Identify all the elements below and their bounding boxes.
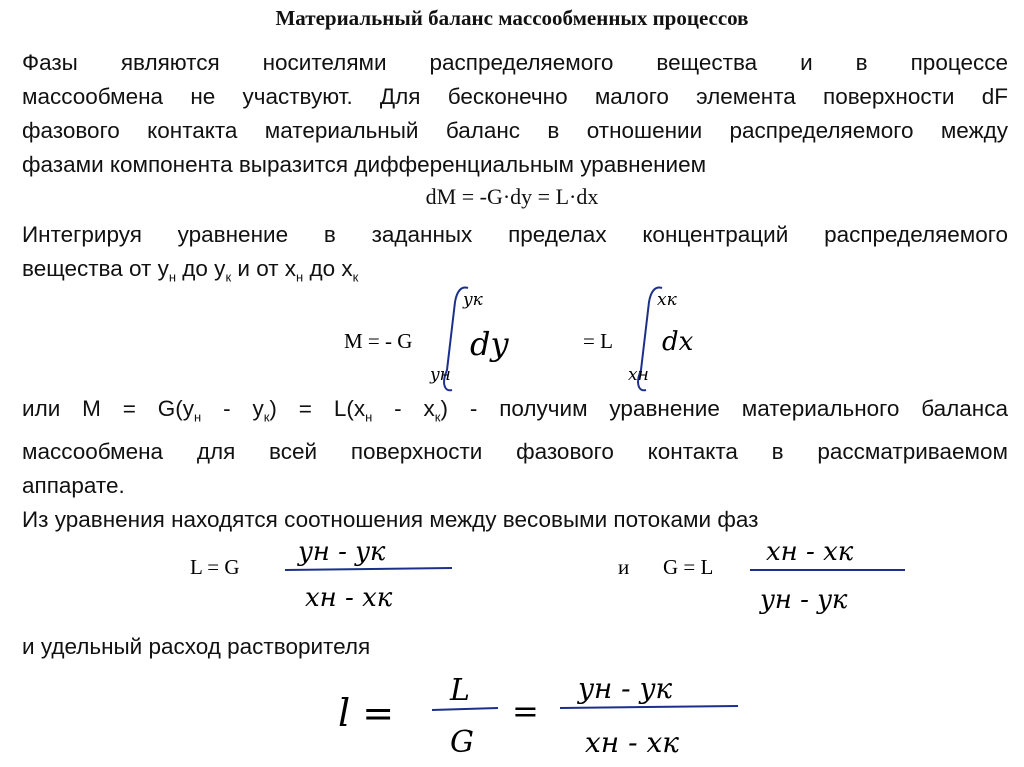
text-line: Фазы являются носителями распределяемого вещества и в процессе xyxy=(22,50,1008,75)
text-line: и удельный расход растворителя xyxy=(22,634,371,659)
text-line: вещества от $y_н$ до $y_к$ и от $x_н$ до $x_к$ xyxy=(22,256,359,285)
specific-denominator-1: G xyxy=(450,725,474,760)
integral-left-lower: yн xyxy=(430,365,451,385)
integral-right-lower: xн xyxy=(628,365,649,385)
ratio-right-numerator: xн - xк xyxy=(766,537,854,567)
specific-numerator-2: yн - yк xyxy=(578,672,673,705)
ratio-conjunction: и xyxy=(618,555,630,579)
text-line: фазового контакта материальный баланс в отношении распределяемого между xyxy=(22,118,1008,143)
specific-denominator-2: xн - xк xyxy=(585,726,680,759)
integral-right-prefix: = L xyxy=(583,329,613,353)
specific-equals: = xyxy=(512,692,539,730)
text-line: Из уравнения находятся соотношения между весовыми потоками фаз xyxy=(22,506,759,532)
fraction-bar xyxy=(432,708,498,710)
fraction-bar xyxy=(285,568,452,570)
ratio-right-prefix: G = L xyxy=(663,555,714,579)
paragraph-intro xyxy=(22,46,1008,182)
text-line: массообмена не участвуют. Для бесконечно малого элемента поверхности dF xyxy=(22,84,1008,109)
specific-numerator-1: L xyxy=(450,673,470,708)
specific-consumption-equation xyxy=(0,664,1024,764)
ratio-left-prefix: L = G xyxy=(190,555,240,579)
ratio-left-denominator: xн - xк xyxy=(305,583,393,613)
text-line: Интегрируя уравнение в заданных пределах концентраций распределяемого xyxy=(22,222,1008,247)
integral-left-prefix: M = - G xyxy=(344,329,413,353)
integral-left-body: dy xyxy=(470,325,509,363)
text-line: аппарате. xyxy=(22,472,125,498)
integral-right-body: dx xyxy=(662,327,694,357)
differential-equation: dM = -G·dy = L·dx xyxy=(425,184,599,209)
integral-right-upper: xк xyxy=(657,290,677,310)
text-line: или $M = G(y_н - y_к) = L(x_н - x_к)$ - получим уравнение материального баланса xyxy=(22,396,1008,425)
paragraph-specific xyxy=(22,630,1008,664)
ratio-right-denominator: yн - yк xyxy=(760,585,848,615)
fraction-bar xyxy=(560,706,738,708)
text-line: фазами компонента выразится дифференциальным уравнением xyxy=(22,152,707,177)
slide-title: Материальный баланс массообменных процессов xyxy=(275,6,749,30)
specific-lhs: l = xyxy=(338,691,395,735)
flow-ratio-equations xyxy=(0,530,1024,620)
ratio-left-numerator: yн - yк xyxy=(298,537,386,567)
integral-left-upper: yк xyxy=(463,290,483,310)
integral-equation xyxy=(0,280,1024,400)
paragraph-balance xyxy=(22,392,1008,537)
text-line: массообмена для всей поверхности фазового контакта в рассматриваемом xyxy=(22,438,1008,464)
